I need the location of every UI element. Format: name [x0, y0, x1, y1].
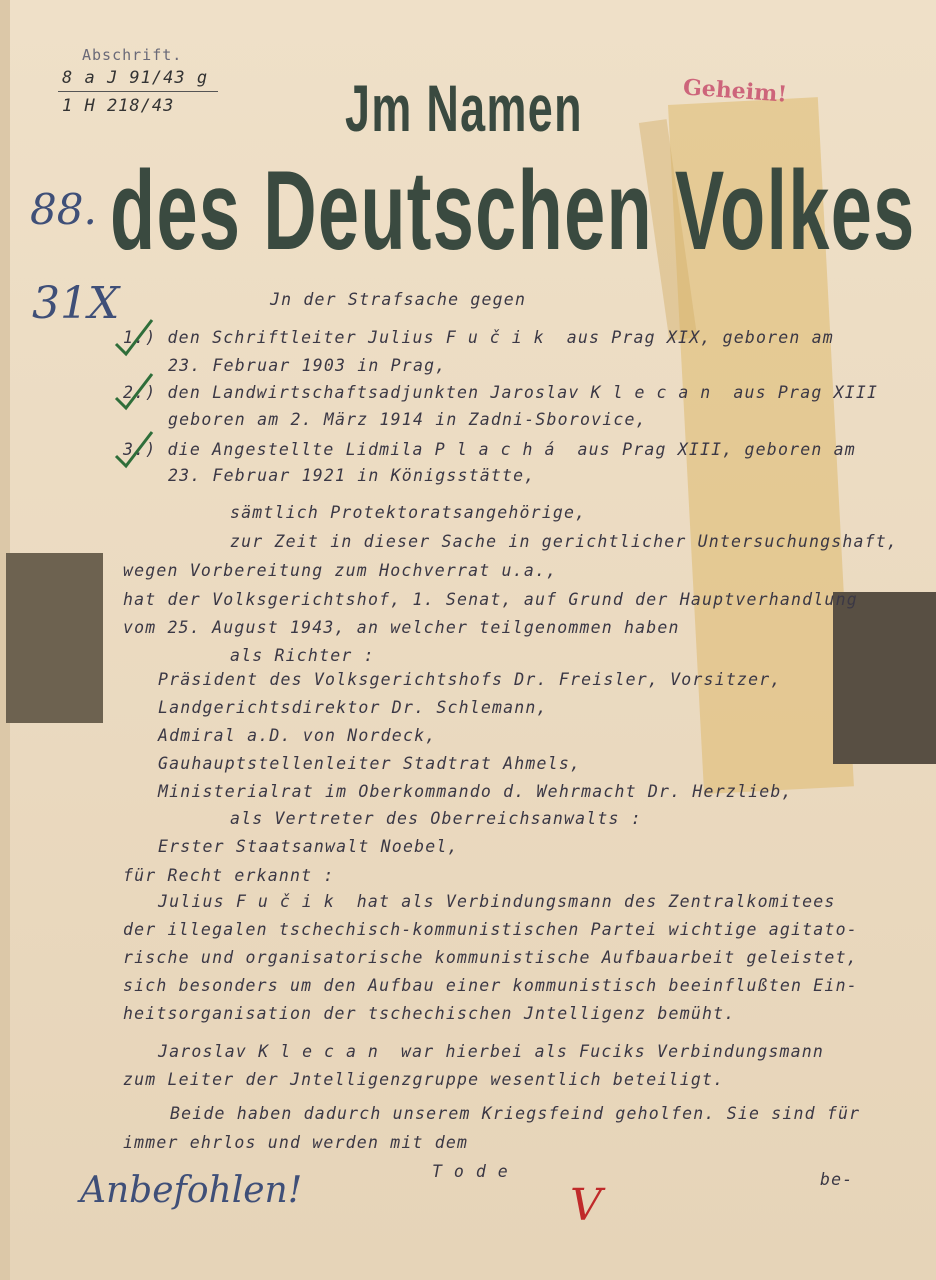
continuation: be-	[820, 1170, 854, 1189]
defendant-3-number: 3.)	[123, 440, 157, 459]
defendant-1-line-2: 23. Februar 1903 in Prag,	[168, 356, 447, 375]
text-line-1: sämtlich Protektoratsangehörige,	[230, 503, 587, 522]
text-line-6: als Richter :	[230, 646, 375, 665]
para-2-line-1	[158, 1042, 824, 1061]
defendant-2-text-b: aus Prag XIII	[733, 383, 879, 402]
defendant-3-name: Plachá	[434, 440, 567, 459]
text-line-8: Landgerichtsdirektor Dr. Schlemann,	[158, 698, 548, 717]
handwritten-mark: V	[570, 1180, 602, 1231]
abschrift-label: Abschrift.	[82, 46, 183, 64]
check-mark-3	[112, 430, 156, 470]
para-3-line-1: Beide haben dadurch unserem Kriegsfeind geholfen. Sie sind für	[170, 1104, 861, 1123]
handwritten-note-1: 88.	[30, 185, 97, 234]
reference-number-1: 8 a J 91/43 g	[62, 68, 209, 88]
para-2-name: Klecan	[258, 1042, 390, 1061]
defendant-2-line-1	[123, 383, 878, 402]
reference-underline	[58, 91, 218, 92]
verdict-word: Tode	[432, 1162, 520, 1181]
handwritten-signature: Anbefohlen!	[80, 1170, 303, 1211]
intro-line: Jn der Strafsache gegen	[270, 290, 527, 309]
defendant-1-number: 1.)	[123, 328, 157, 347]
text-line-2: zur Zeit in dieser Sache in gerichtlicher Untersuchungshaft,	[230, 532, 899, 551]
defendant-1-line-1	[123, 328, 834, 347]
defendant-2-line-2: geboren am 2. März 1914 in Zadni-Sborovice,	[168, 410, 647, 429]
text-line-3: wegen Vorbereitung zum Hochverrat u.a.,	[123, 561, 558, 580]
text-line-5: vom 25. August 1943, an welcher teilgenommen haben	[123, 618, 680, 637]
defendant-3-line-2: 23. Februar 1921 in Königsstätte,	[168, 466, 536, 485]
defendant-3-text-b: aus Prag XIII, geboren am	[577, 440, 856, 459]
para-1-line-3: rische und organisatorische kommunistische Aufbauarbeit geleistet,	[123, 948, 858, 967]
text-line-14: für Recht erkannt :	[123, 866, 335, 885]
title-line-2: des Deutschen Volkes	[110, 148, 916, 273]
para-1-first-name: Julius	[158, 892, 225, 911]
secret-stamp: Geheim!	[682, 74, 788, 108]
text-line-9: Admiral a.D. von Nordeck,	[158, 726, 437, 745]
defendant-1-name: Fučik	[445, 328, 556, 347]
check-mark-1	[112, 318, 156, 358]
text-line-4: hat der Volksgerichtshof, 1. Senat, auf Grund der Hauptverhandlung	[123, 590, 858, 609]
text-line-10: Gauhauptstellenleiter Stadtrat Ahmels,	[158, 754, 582, 773]
defendant-2-text-a: den Landwirtschaftsadjunkten Jaroslav	[167, 383, 580, 402]
para-1-line-1	[158, 892, 836, 911]
defendant-3-text-a: die Angestellte Lidmila	[167, 440, 424, 459]
para-2-first-name: Jaroslav	[158, 1042, 248, 1061]
defendant-1-text-b: aus Prag XIX, geboren am	[566, 328, 834, 347]
para-1-line-2: der illegalen tschechisch-kommunistischen Partei wichtige agitato-	[123, 920, 858, 939]
defendant-1-text-a: den Schriftleiter Julius	[167, 328, 435, 347]
check-mark-2	[112, 372, 156, 412]
para-2-line-2: zum Leiter der Jntelligenzgruppe wesentlich beteiligt.	[123, 1070, 725, 1089]
text-line-11: Ministerialrat im Oberkommando d. Wehrmacht Dr. Herzlieb,	[158, 782, 793, 801]
para-1-name: Fučik	[235, 892, 346, 911]
handwritten-note-2: 31X	[32, 278, 120, 329]
para-1-line-4: sich besonders um den Aufbau einer kommunistisch beeinflußten Ein-	[123, 976, 858, 995]
dark-tape-right	[833, 592, 936, 764]
para-1-line-5: heitsorganisation der tschechischen Jntelligenz bemüht.	[123, 1004, 736, 1023]
defendant-2-number: 2.)	[123, 383, 157, 402]
reference-number-2: 1 H 218/43	[62, 96, 175, 116]
text-line-7: Präsident des Volksgerichtshofs Dr. Freisler, Vorsitzer,	[158, 670, 782, 689]
para-3-line-2: immer ehrlos und werden mit dem	[123, 1133, 469, 1152]
defendant-2-name: Klecan	[590, 383, 723, 402]
para-2-text: war hierbei als Fuciks Verbindungsmann	[400, 1042, 825, 1061]
title-line-1: Jm Namen	[345, 71, 583, 145]
dark-tape-left	[6, 553, 103, 723]
para-1-text: hat als Verbindungsmann des Zentralkomitees	[356, 892, 836, 911]
text-line-12: als Vertreter des Oberreichsanwalts :	[230, 809, 642, 828]
text-line-13: Erster Staatsanwalt Noebel,	[158, 837, 459, 856]
defendant-3-line-1	[123, 440, 856, 459]
